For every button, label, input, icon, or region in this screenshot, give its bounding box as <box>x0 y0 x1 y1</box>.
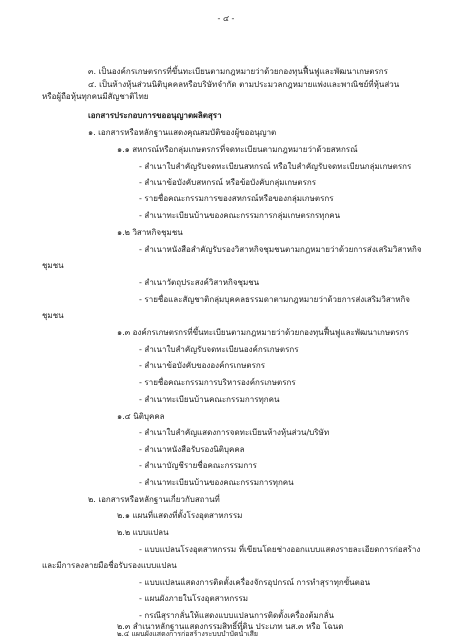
text-line: - แบบแปลนแสดงการติดตั้งเครื่องจักรอุปกรณ์ การทำสุราทุกขั้นตอน <box>139 578 371 587</box>
text-line: - สำเนาหนังสือรับรองนิติบุคคล <box>139 445 245 454</box>
text-line: - สำเนาทะเบียนบ้านของคณะกรรมการทุกคน <box>139 478 294 487</box>
text-line: - กรณีสุรากลั่นให้แสดงแบบแปลนการติดตั้งเครื่องต้มกลั่น <box>139 611 335 620</box>
text-line: - สำเนาทะเบียนบ้านของคณะกรรมการกลุ่มเกษตรกรทุกคน <box>139 211 341 220</box>
text-line: - สำเนาวัตถุประสงค์วิสาหกิจชุมชน <box>139 278 260 287</box>
text-line: - รายชื่อคณะกรรมการบริหารองค์กรเกษตรกร <box>139 378 296 387</box>
text-line: ๒.๑ แผนที่แสดงที่ตั้งโรงอุตสาหกรรม <box>117 511 243 520</box>
text-line: หรือผู้ถือหุ้นทุกคนมีสัญชาติไทย <box>42 92 149 101</box>
section-heading: เอกสารประกอบการขออนุญาตผลิตสุรา <box>88 111 222 120</box>
text-line: - สำเนาใบสำคัญรับจดทะเบียนสหกรณ์ หรือใบสำคัญรับจดทะเบียนกลุ่มเกษตรกร <box>139 162 412 171</box>
text-line: ๒.๔ แผนผังแสดงการก่อสร้างระบบบำบัดน้ำเสีย <box>117 630 259 638</box>
text-line: ชุมชน <box>42 261 64 270</box>
text-line: ๑.๔ นิติบุคคล <box>117 412 165 421</box>
text-line: ๒.๒ แบบแปลน <box>117 528 169 537</box>
text-line: ๓. เป็นองค์กรเกษตรกรที่ขึ้นทะเบียนตามกฎหมายว่าด้วยกองทุนฟื้นฟูและพัฒนาเกษตรกร <box>88 67 388 76</box>
text-line: ๑.๓ องค์กรเกษตรกรที่ขึ้นทะเบียนตามกฎหมายว่าด้วยกองทุนฟื้นฟูและพัฒนาเกษตรกร <box>117 328 409 337</box>
page-number: - ๔ - <box>217 14 235 23</box>
text-line: - แผนผังภายในโรงอุตสาหกรรม <box>139 594 249 603</box>
text-line: ๔. เป็นห้างหุ้นส่วนนิติบุคคลหรือบริษัทจำกัด ตามประมวลกฎหมายแพ่งและพาณิชย์ที่หุ้นส่วน <box>88 80 400 89</box>
text-line: - สำเนาบัญชีรายชื่อคณะกรรมการ <box>139 461 257 470</box>
text-line: - สำเนาหนังสือสำคัญรับรองวิสาหกิจชุมชนตามกฎหมายว่าด้วยการส่งเสริมวิสาหกิจ <box>139 245 422 254</box>
text-line: ชุมชน <box>42 311 64 320</box>
text-line: - รายชื่อและสัญชาติกลุ่มบุคคลธรรมดาตามกฎหมายว่าด้วยการส่งเสริมวิสาหกิจ <box>139 295 410 304</box>
text-line: ๒. เอกสารหรือหลักฐานเกี่ยวกับสถานที่ <box>88 495 220 504</box>
text-line: ๒.๓ สำเนาหลักฐานแสดงกรรมสิทธิ์ที่ดิน ประเภท นส.๓ หรือ โฉนด <box>117 622 344 631</box>
text-line: - สำเนาข้อบังคับสหกรณ์ หรือข้อบังคับกลุ่มเกษตรกร <box>139 178 317 187</box>
text-line: - แบบแปลนโรงอุตสาหกรรม ที่เขียนโดยช่างออกแบบแสดงรายละเอียดการก่อสร้าง <box>139 545 421 554</box>
text-line: - สำเนาทะเบียนบ้านคณะกรรมการทุกคน <box>139 395 280 404</box>
text-line: ๑.๒ วิสาหกิจชุมชน <box>117 228 183 237</box>
text-line: - สำเนาใบสำคัญรับจดทะเบียนองค์กรเกษตรกร <box>139 345 299 354</box>
text-line: และมีการลงลายมือชื่อรับรองแบบแปลน <box>42 561 177 570</box>
text-line: ๑. เอกสารหรือหลักฐานแสดงคุณสมบัติของผู้ขออนุญาต <box>88 128 277 137</box>
text-line: - สำเนาใบสำคัญแสดงการจดทะเบียนห้างหุ้นส่วน/บริษัท <box>139 428 330 437</box>
text-line: - รายชื่อคณะกรรมการของสหกรณ์หรือของกลุ่มเกษตรกร <box>139 194 334 203</box>
text-line: - สำเนาข้อบังคับขององค์กรเกษตรกร <box>139 361 266 370</box>
text-line: ๑.๑ สหกรณ์หรือกลุ่มเกษตรกรที่จดทะเบียนตามกฎหมายว่าด้วยสหกรณ์ <box>117 145 358 154</box>
